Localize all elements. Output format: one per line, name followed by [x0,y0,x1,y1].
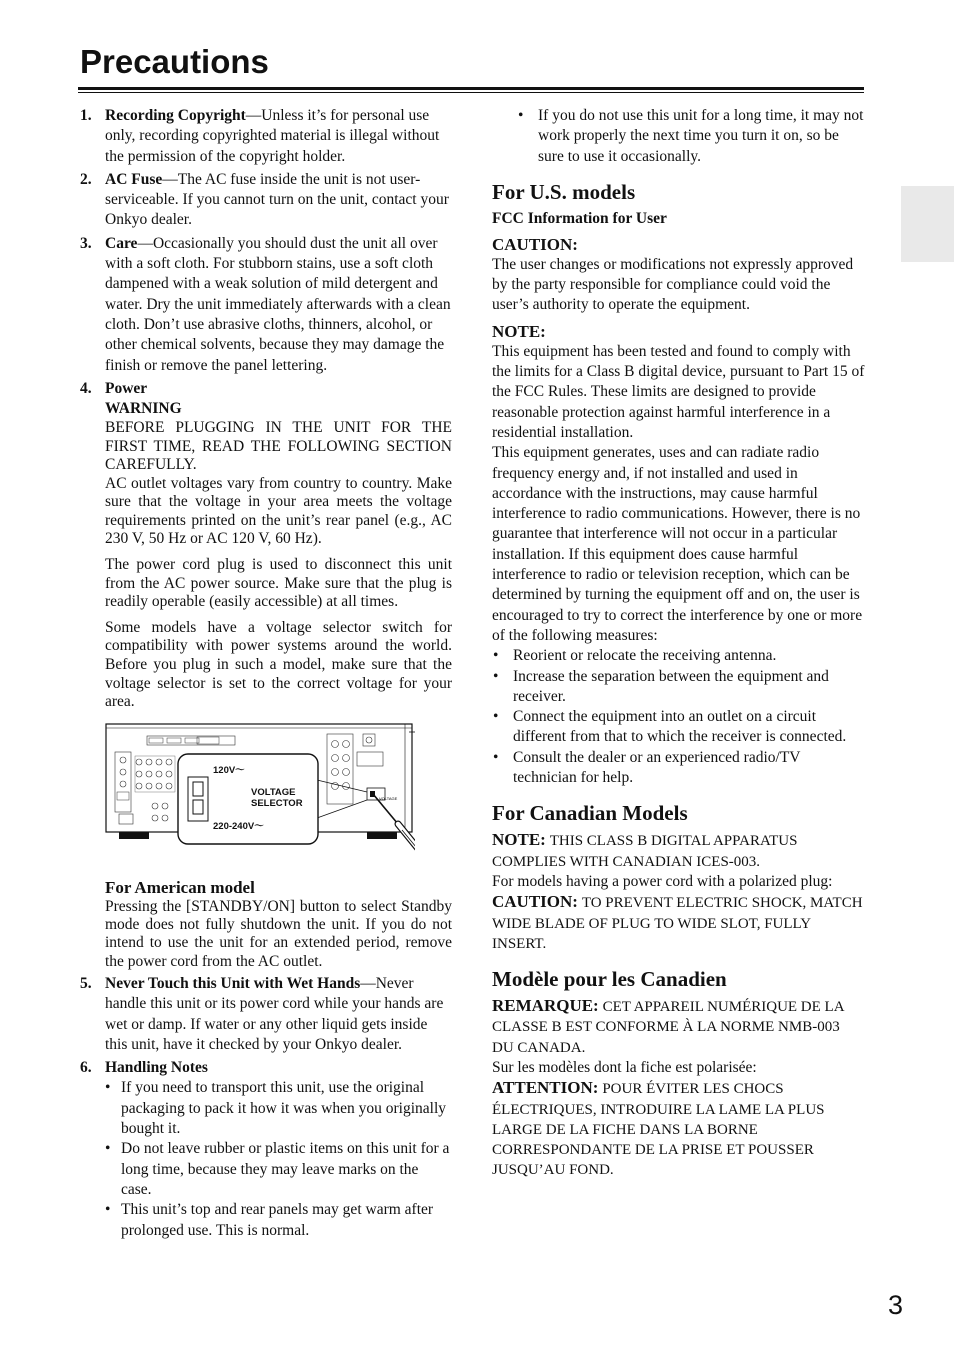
fcc-info-heading: FCC Information for User [492,209,667,227]
item-number: 5. [80,974,92,992]
american-model-text: Pressing the [STANDBY/ON] button to select Standby mode does not fully shutdown the unit. If you do not intend to use the unit for an extended period, remove the power cord from the AC outlet. [105,897,452,970]
item-text: —The AC fuse inside the unit is not user-serviceable. If you cannot turn on the unit, contact your Onkyo dealer. [105,170,449,229]
page-number: 3 [888,1290,904,1320]
item-text: —Never handle this unit or its power cord while your hands are wet or damp. If water or any other liquid gets inside this unit, have it checked by your Onkyo dealer. [105,974,444,1053]
note-heading: NOTE: [492,830,546,850]
item-title: Handling Notes [105,1059,208,1077]
power-paragraph-1: AC outlet voltages vary from country to country. Make sure that the voltage in your area meets the voltage requirements printed on the unit’s rear panel (e.g., AC 230 V, 50 Hz or AC 120 V, 60 Hz). [105,474,452,548]
voltage-label-120: 120V～ [213,764,245,776]
svg-text:VOLTAGE: VOLTAGE [379,795,398,801]
caution-heading: CAUTION: [492,234,578,254]
caution-text: TO PREVENT ELECTRIC SHOCK, MATCH WIDE BLADE OF PLUG TO WIDE SLOT, FULLY INSERT. [492,895,863,952]
item-text: —Unless it’s for personal use only, recording copyrighted material is illegal without the permission of the copyright holder. [105,107,440,165]
handling-notes-list [105,1078,452,1240]
item-text: —Occasionally you should dust the unit all over with a soft cloth. For stubborn stains, use a soft cloth dampened with a weak solution of mild detergent and water. Dry the unit immediately afterwards with a clean cloth. Don’t use abrasive cloths, thinners, alcohol, or other chemical solvents, because they may damage the finish or remove the panel lettering. [105,234,451,374]
precaution-item-3 [80,234,452,376]
canada-caution [492,892,865,954]
section-tab [901,186,954,262]
list-item: • Connect the equipment into an outlet on a circuit different from that to which the receiver is connected. [492,707,865,748]
french-plug-text: Sur les modèles dont la fiche est polarisée: [492,1058,757,1076]
item-title: AC Fuse [105,170,163,188]
item-number: 4. [80,379,92,397]
precaution-item-5 [80,974,452,1055]
us-models-heading: For U.S. models [492,179,636,204]
right-column [492,106,865,1181]
item-title: Care [105,234,138,252]
caution-text: The user changes or modifications not expressly approved by the party responsible for compliance could void the user’s authority to operate the equipment. [492,255,854,314]
list-item: • Consult the dealer or an experienced radio/TV technician for help. [492,748,865,789]
handling-notes-continued [517,106,865,167]
left-column [80,106,452,1244]
remarque-text: CET APPAREIL NUMÉRIQUE DE LA CLASSE B EST CONFORME À LA NORME NMB-003 DU CANADA. [492,999,844,1056]
list-item: • This unit’s top and rear panels may get warm after prolonged use. This is normal. [105,1200,452,1241]
note-paragraph-1: This equipment has been tested and found to comply with the limits for a Class B digital device, pursuant to Part 15 of the FCC Rules. These limits are designed to provide reasonable protection against harmful interference in a residential installation. [492,342,865,441]
french-remarque [492,996,865,1058]
item-number: 2. [80,170,92,188]
french-canadian-heading: Modèle pour les Canadien [492,967,727,992]
interference-measures-list [492,646,865,788]
precaution-item-4 [80,379,452,971]
power-paragraph-2: The power cord plug is used to disconnect this unit from the AC power source. Make sure that the plug is readily operable (easily accessible) at all times. [105,556,452,611]
list-item: • Reorient or relocate the receiving antenna. [492,646,865,666]
item-number: 1. [80,107,92,124]
note-text: THIS CLASS B DIGITAL APPARATUS COMPLIES WITH CANADIAN ICES-003. [492,833,798,870]
title-rule-thick [78,87,864,90]
french-attention [492,1078,865,1180]
voltage-label-220: 220-240V～ [213,820,264,832]
canada-note [492,830,865,872]
page-title: Precautions [80,43,269,80]
voltage-selector-label-bottom: SELECTOR [251,797,303,809]
list-item: • If you do not use this unit for a long time, it may not work properly the next time you turn it on, so be sure to use it occasionally. [517,106,865,167]
title-rule-thin [78,92,864,93]
remarque-heading: REMARQUE: [492,996,599,1016]
voltage-selector-label-top: VOLTAGE [251,786,296,798]
warning-label: WARNING [105,400,182,418]
attention-heading: ATTENTION: [492,1078,599,1098]
note-paragraph-2: This equipment generates, uses and can radiate radio frequency energy and, if not installed and used in accordance with the instructions, may cause harmful interference to radio communications. However, there is no guarantee that interference will not occur in a particular installation. If this equipment does cause harmful interference to radio or television reception, which can be determined by turning the equipment off and on, the user is encouraged to try to correct the interference by one or more of the following measures: [492,444,863,644]
precaution-item-6 [80,1058,452,1241]
item-title: Power [105,379,148,397]
list-item: • Do not leave rubber or plastic items on this unit for a long time, because they may leave marks on the case. [105,1139,452,1200]
list-item: • If you need to transport this unit, use the original packaging to pack it how it was when you originally bought it. [105,1078,452,1139]
list-item: • Increase the separation between the equipment and receiver. [492,667,865,708]
canadian-models-heading: For Canadian Models [492,801,688,826]
item-number: 3. [80,234,92,252]
attention-text: POUR ÉVITER LES CHOCS ÉLECTRIQUES, INTRODUIRE LA LAME LA PLUS LARGE DE LA FICHE DANS LA BORNE CORRESPONDANTE DE LA PRISE ET POUSSER JUSQU’AU FOND. [492,1081,825,1179]
canada-plug-text: For models having a power cord with a polarized plug: [492,872,833,890]
warning-text: BEFORE PLUGGING IN THE UNIT FOR THE FIRST TIME, READ THE FOLLOWING SECTION CAREFULLY. [105,419,452,474]
precaution-item-2 [80,170,452,231]
item-number: 6. [80,1059,92,1077]
voltage-selector-figure [105,722,415,868]
american-model-heading: For American model [105,877,255,897]
precaution-item-1 [80,106,452,167]
caution-heading: CAUTION: [492,892,578,912]
power-paragraph-3: Some models have a voltage selector switch for compatibility with power systems around the world. Before you plug in such a model, make sure that the voltage selector is set to the correct voltage for your area. [105,618,452,711]
item-title: Never Touch this Unit with Wet Hands [105,974,361,992]
item-title: Recording Copyright [105,107,246,124]
note-heading: NOTE: [492,321,546,341]
